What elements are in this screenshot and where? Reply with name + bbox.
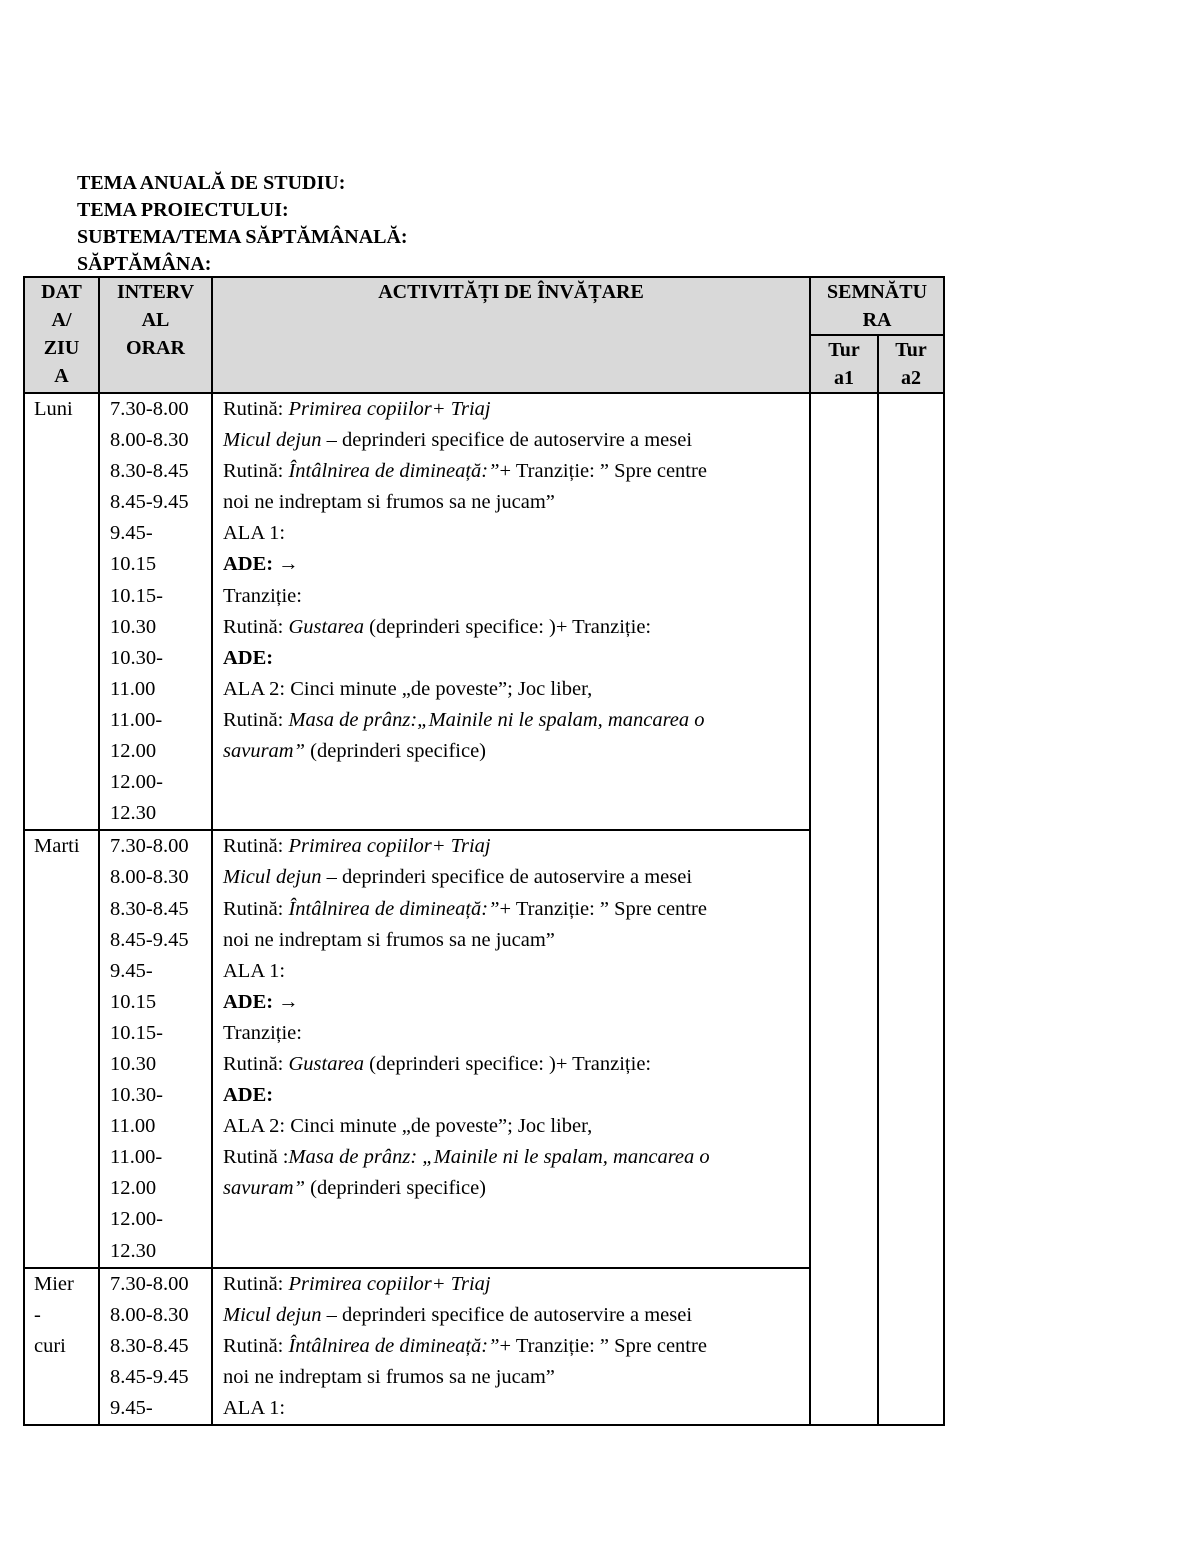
activities-cell: Rutină: Primirea copiilor+ Triaj Micul dejun – deprinderi specifice de autoservire a mesei Rutină: Întâlnirea de dimineață:”+ Tranziție: ” Spre centre noi ne indreptam si frumos sa ne jucam” ALA 1: [212,1268,810,1425]
day-cell: Luni [24,393,99,830]
interval-cell: 7.30-8.00 8.00-8.30 8.30-8.45 8.45-9.45 9.45- 10.15 10.15- 10.30 10.30- 11.00 11.00- 12.00 12.00- 12.30 [99,393,212,830]
interval-cell: 7.30-8.00 8.00-8.30 8.30-8.45 8.45-9.45 9.45- [99,1268,212,1425]
project-theme-label: TEMA PROIECTULUI: [77,199,289,221]
table-row [24,830,944,1267]
document-header [77,170,408,278]
weekly-plan-table [23,276,945,1426]
header-tura1: Tur a1 [810,335,878,393]
table-row [24,1268,944,1425]
interval-cell: 7.30-8.00 8.00-8.30 8.30-8.45 8.45-9.45 9.45- 10.15 10.15- 10.30 10.30- 11.00 11.00- 12.00 12.00- 12.30 [99,830,212,1267]
weekly-subtheme-label: SUBTEMA/TEMA SĂPTĂMÂNALĂ: [77,226,408,248]
header-day: DAT A/ ZIU A [24,277,99,393]
signature-tura1-cell [810,393,878,1425]
activities-cell: Rutină: Primirea copiilor+ Triaj Micul dejun – deprinderi specifice de autoservire a mesei Rutină: Întâlnirea de dimineață:”+ Tranziție: ” Spre centre noi ne indreptam si frumos sa ne jucam” ALA 1: ADE: → Tranziție: Rutină: Gustarea (deprinderi specifice: )+ Tranziție: ADE: ALA 2: Cinci minute „de poveste”; Joc liber, Rutină :Masa de prânz: „Mainile ni le spalam, mancarea o savuram” (deprinderi specifice) [212,830,810,1267]
header-activities: ACTIVITĂȚI DE ÎNVĂȚARE [212,277,810,393]
signature-tura2-cell [878,393,944,1425]
header-tura2: Tur a2 [878,335,944,393]
day-cell: Mier - curi [24,1268,99,1425]
header-signature: SEMNĂTU RA [810,277,944,335]
activities-cell: Rutină: Primirea copiilor+ Triaj Micul dejun – deprinderi specifice de autoservire a mesei Rutină: Întâlnirea de dimineață:”+ Tranziție: ” Spre centre noi ne indreptam si frumos sa ne jucam” ALA 1: ADE: → Tranziție: Rutină: Gustarea (deprinderi specifice: )+ Tranziție: ADE: ALA 2: Cinci minute „de poveste”; Joc liber, Rutină: Masa de prânz:„Mainile ni le spalam, mancarea o savuram” (deprinderi specifice) [212,393,810,830]
day-cell: Marti [24,830,99,1267]
table-row [24,393,944,830]
annual-theme-label: TEMA ANUALĂ DE STUDIU: [77,172,346,194]
week-label: SĂPTĂMÂNA: [77,253,212,275]
header-interval: INTERV AL ORAR [99,277,212,393]
